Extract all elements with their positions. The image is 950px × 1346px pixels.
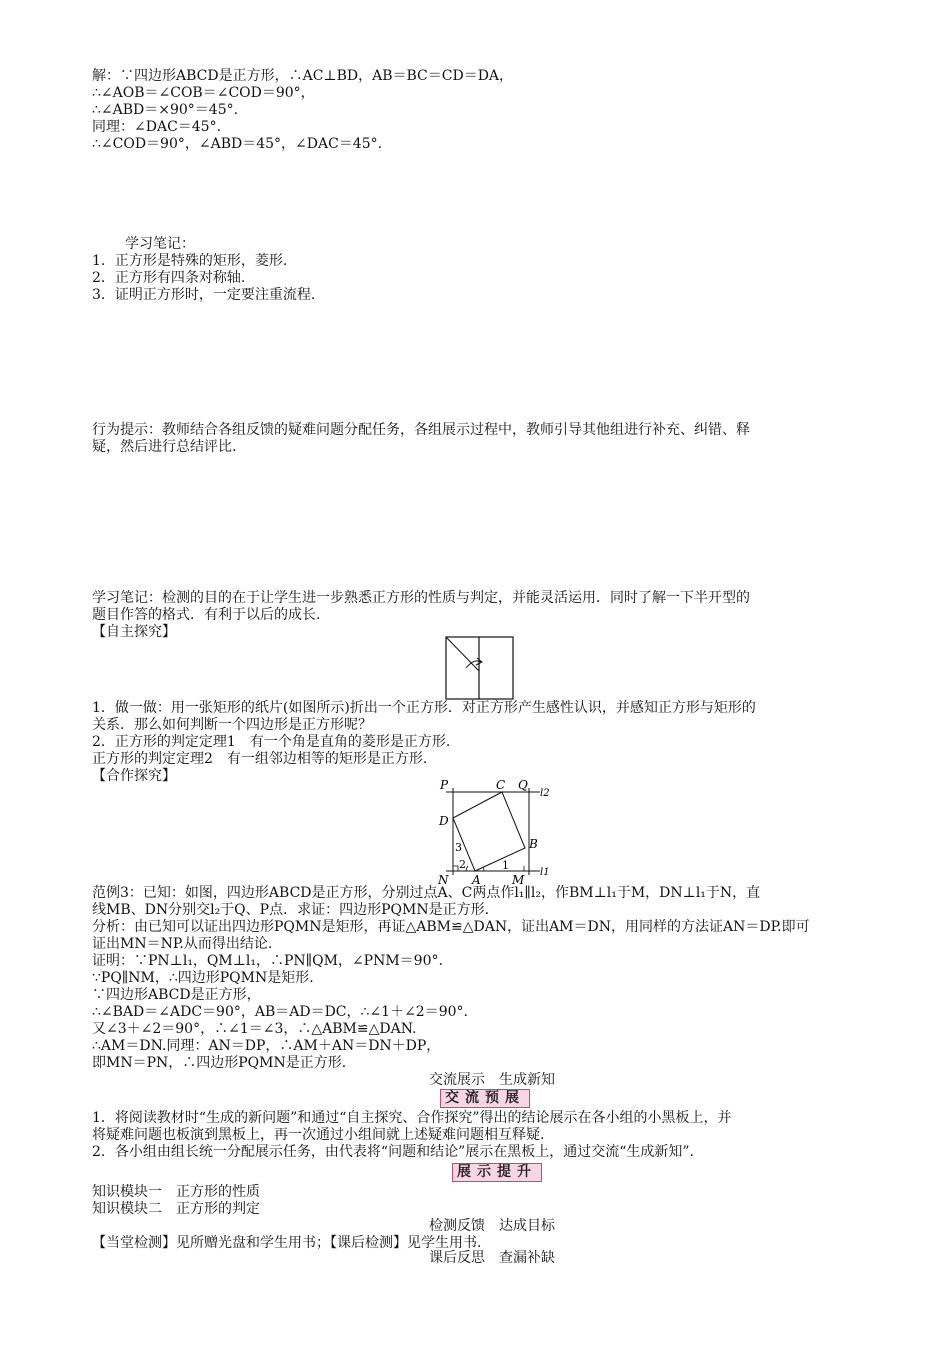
notes-title: 学习笔记：	[125, 236, 195, 252]
proof-line: 解：∵四边形ABCD是正方形，∴AC⊥BD，AB＝BC＝CD＝DA，	[92, 68, 514, 84]
note-item: 2．正方形有四条对称轴.	[92, 270, 246, 286]
proof-line: 同理：∠DAC＝45°.	[92, 119, 222, 135]
label-D: D	[439, 814, 449, 828]
notes2-line: 学习笔记：检测的目的在于让学生进一步熟悉正方形的性质与判定，并能灵活运用．同时了解一下半开型的	[92, 590, 750, 606]
label-A: A	[472, 873, 481, 887]
self-explore-line: 2．正方形的判定定理1 有一个角是直角的菱形是正方形.	[92, 734, 451, 750]
self-explore-line: 正方形的判定定理2 有一组邻边相等的矩形是正方形.	[92, 751, 428, 767]
proof-line: ∴∠ABD＝×90°＝45°.	[92, 102, 239, 118]
example-line: 证出MN＝NP.从而得出结论.	[92, 936, 273, 952]
section-heading: 检测反馈 达成目标	[429, 1218, 555, 1234]
example-line: 分析：由已知可以证出四边形PQMN是矩形，再证△ABM≌△DAN，证出AM＝DN，用同样的方法证AN＝DP.即可	[92, 919, 810, 935]
label-angle-1: 1	[502, 859, 509, 872]
label-P: P	[440, 778, 449, 792]
example-line: 范例3：已知：如图，四边形ABCD是正方形，分别过点A、C两点作l₁∥l₂，作BM⊥l₁于M，DN⊥l₁于N，直	[92, 885, 761, 901]
folded-rectangle-figure	[445, 636, 515, 702]
section-heading: 课后反思 查漏补缺	[429, 1250, 555, 1266]
module-line: 知识模块一 正方形的性质	[92, 1184, 260, 1200]
notes2-line: 题目作答的格式．有利于以后的成长.	[92, 607, 321, 623]
label-N: N	[438, 873, 449, 887]
label-C: C	[496, 778, 506, 792]
example-line: 证明：∵PN⊥l₁，QM⊥l₁，∴PN∥QM，∠PNM＝90°.	[92, 953, 443, 969]
section-heading: 交流展示 生成新知	[429, 1072, 555, 1088]
example-line: 又∠3＋∠2＝90°，∴∠1＝∠3，∴△ABM≌△DAN.	[92, 1021, 417, 1037]
exchange-line: 2．各小组由组长统一分配展示任务，由代表将“问题和结论”展示在黑板上，通过交流“生成新知”.	[92, 1144, 694, 1160]
self-explore-line: 关系．那么如何判断一个四边形是正方形呢？	[92, 717, 372, 733]
label-l1: l1	[540, 867, 550, 878]
example-line: ∴AM＝DN.同理：AN＝DP，∴AM＋AN＝DN＋DP，	[92, 1038, 441, 1054]
label-l2: l2	[540, 788, 550, 799]
example-line: ∵四边形ABCD是正方形，	[92, 987, 261, 1003]
label-angle-3: 3	[455, 841, 462, 854]
exchange-line: 将疑难问题也板演到黑板上，再一次通过小组间就上述疑难问题相互释疑.	[92, 1127, 545, 1143]
module-line: 知识模块二 正方形的判定	[92, 1201, 260, 1217]
check-line: 【当堂检测】见所赠光盘和学生用书；【课后检测】见学生用书.	[92, 1235, 482, 1251]
self-explore-header: 【自主探究】	[92, 624, 176, 640]
proof-line: ∴∠COD＝90°，∠ABD＝45°，∠DAC＝45°.	[92, 136, 383, 152]
proof-line: ∴∠AOB＝∠COB＝∠COD＝90°，	[92, 85, 315, 101]
exchange-badge: 交流预展	[440, 1089, 530, 1108]
note-item: 3．证明正方形时，一定要注重流程.	[92, 287, 316, 303]
label-M: M	[512, 873, 525, 887]
label-Q: Q	[518, 778, 528, 792]
square-geometry-figure	[432, 778, 562, 888]
note-item: 1．正方形是特殊的矩形，菱形.	[92, 253, 288, 269]
example-line: 即MN＝PN，∴四边形PQMN是正方形.	[92, 1055, 347, 1071]
label-angle-2: 2	[459, 858, 466, 871]
behavior-hint-line: 疑，然后进行总结评比.	[92, 439, 237, 455]
show-badge: 展示提升	[452, 1163, 542, 1182]
self-explore-line: 1．做一做：用一张矩形的纸片(如图所示)折出一个正方形．对正方形产生感性认识，并感知正方形与矩形的	[92, 700, 756, 716]
exchange-line: 1．将阅读教材时“生成的新问题”和通过“自主探究、合作探究”得出的结论展示在各小组的小黑板上，并	[92, 1110, 732, 1126]
label-B: B	[529, 837, 538, 851]
example-line: ∵PQ∥NM，∴四边形PQMN是矩形.	[92, 970, 314, 986]
example-line: ∴∠BAD＝∠ADC＝90°，AB＝AD＝DC，∴∠1＋∠2＝90°.	[92, 1004, 468, 1020]
coop-explore-header: 【合作探究】	[92, 768, 176, 784]
behavior-hint-line: 行为提示：教师结合各组反馈的疑难问题分配任务，各组展示过程中，教师引导其他组进行补充、纠错、释	[92, 422, 750, 438]
example-line: 线MB、DN分别交l₂于Q、P点．求证：四边形PQMN是正方形.	[92, 902, 490, 918]
